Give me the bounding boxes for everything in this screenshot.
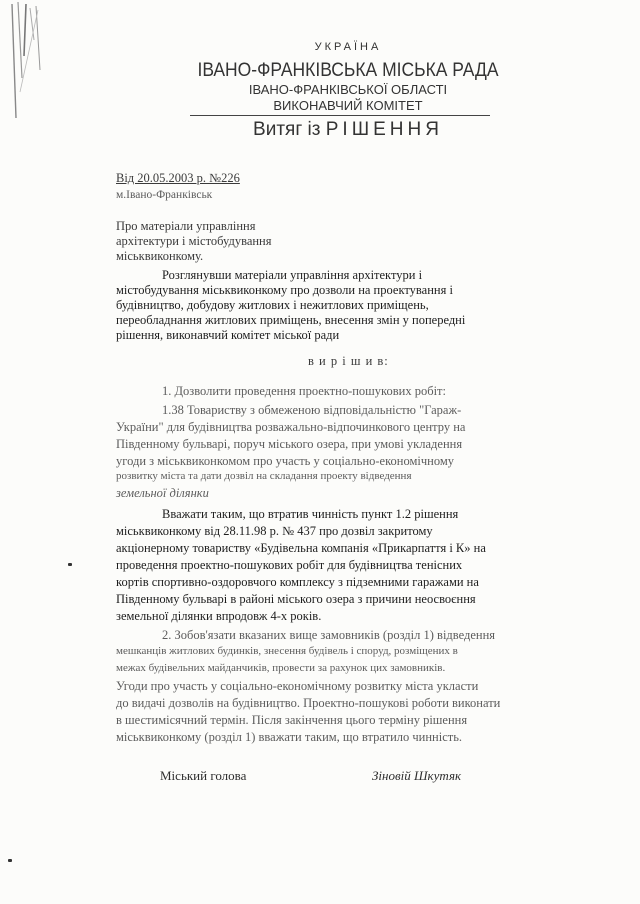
signature-name: Зіновій Шкутяк — [372, 768, 462, 783]
item2-line-6: в шестимісячний термін. Після закінчення цього терміну рішення — [116, 713, 468, 727]
date-number: Від 20.05.2003 р. №226 — [116, 171, 240, 185]
intro-line-1: Розглянувши матеріали управління архітектури і — [162, 268, 423, 282]
item1-line-5: розвитку міста та дати дозвіл на складання проекту відведення — [116, 470, 412, 482]
consider-line-5: кортів спортивно-оздоровчого комплексу з підземними гаражами на — [116, 575, 479, 589]
header-oblast: ІВАНО-ФРАНКІВСЬКОЇ ОБЛАСТІ — [248, 82, 448, 97]
item2-line-7: міськвиконкому (розділ 1) вважати таким, що втратило чинність. — [116, 730, 463, 744]
item1-heading: 1. Дозволити проведення проектно-пошукових робіт: — [162, 384, 446, 398]
title-word: РІШЕННЯ — [325, 119, 443, 140]
title-prefix: Витяг із — [253, 119, 321, 140]
item2-line-1: 2. Зобов'язати вказаних вище замовників (розділ 1) відведення — [162, 628, 496, 642]
consider-line-2: міськвиконкому від 28.11.98 р. № 437 про дозвіл закритому — [116, 524, 433, 538]
consider-line-4: проведення проектно-пошукових робіт для будівництва тенісних — [116, 558, 463, 572]
item1-line-6: земельної ділянки — [116, 486, 209, 500]
intro-line-4: переобладнання житлових приміщень, внесення змін у попередні — [116, 313, 466, 327]
decided-heading: в и р і ш и в: — [308, 354, 389, 368]
document-title — [28, 119, 640, 141]
header-rule — [190, 115, 490, 116]
item2-line-3: межах будівельних майданчиків, провести за рахунок цих замовників. — [116, 662, 446, 674]
item1-line-3: Південному бульварі, поруч міського озера, при умові укладення — [116, 437, 463, 451]
item1-line-4: угоди з міськвиконкомом про участь у соціально-економічному — [116, 454, 455, 468]
intro-line-3: будівництво, добудову житлових і нежитлових приміщень, — [116, 298, 429, 312]
subject-line-2: архітектури і містобудування — [116, 234, 272, 248]
item2-line-4: Угоди про участь у соціально-економічному розвитку міста укласти — [116, 679, 479, 693]
signature-position: Міський голова — [160, 768, 247, 783]
scan-speck — [8, 859, 12, 862]
consider-line-1: Вважати таким, що втратив чинність пункт 1.2 рішення — [162, 507, 459, 521]
consider-line-3: акціонерному товариству «Будівельна компанія «Прикарпаття і К» на — [116, 541, 486, 555]
item1-line-2: України" для будівництва розважально-відпочинкового центру на — [116, 420, 466, 434]
intro-line-5: рішення, виконавчий комітет міської ради — [116, 328, 340, 342]
item1-line-1: 1.38 Товариству з обмеженою відповідальністю "Гараж- — [162, 403, 462, 417]
subject-line-3: міськвиконкому. — [116, 249, 204, 263]
header-committee: ВИКОНАВЧИЙ КОМІТЕТ — [273, 98, 423, 113]
scan-speck — [68, 563, 72, 566]
header-council: ІВАНО-ФРАНКІВСЬКА МІСЬКА РАДА — [197, 60, 499, 81]
city-line: м.Івано-Франківськ — [116, 189, 213, 201]
intro-line-2: містобудування міськвиконкому про дозволи на проектування і — [116, 283, 453, 297]
consider-line-7: земельної ділянки впродовж 4-х років. — [116, 609, 322, 623]
subject-line-1: Про матеріали управління — [116, 219, 256, 233]
item2-line-5: до видачі дозволів на будівництво. Проектно-пошукові роботи виконати — [116, 696, 501, 710]
header-country: УКРАЇНА — [314, 41, 382, 53]
consider-line-6: Південному бульварі в районі міського озера з причини неосвоєння — [116, 592, 476, 606]
item2-line-2: мешканців житлових будинків, знесення будівель і споруд, розміщених в — [116, 645, 458, 657]
